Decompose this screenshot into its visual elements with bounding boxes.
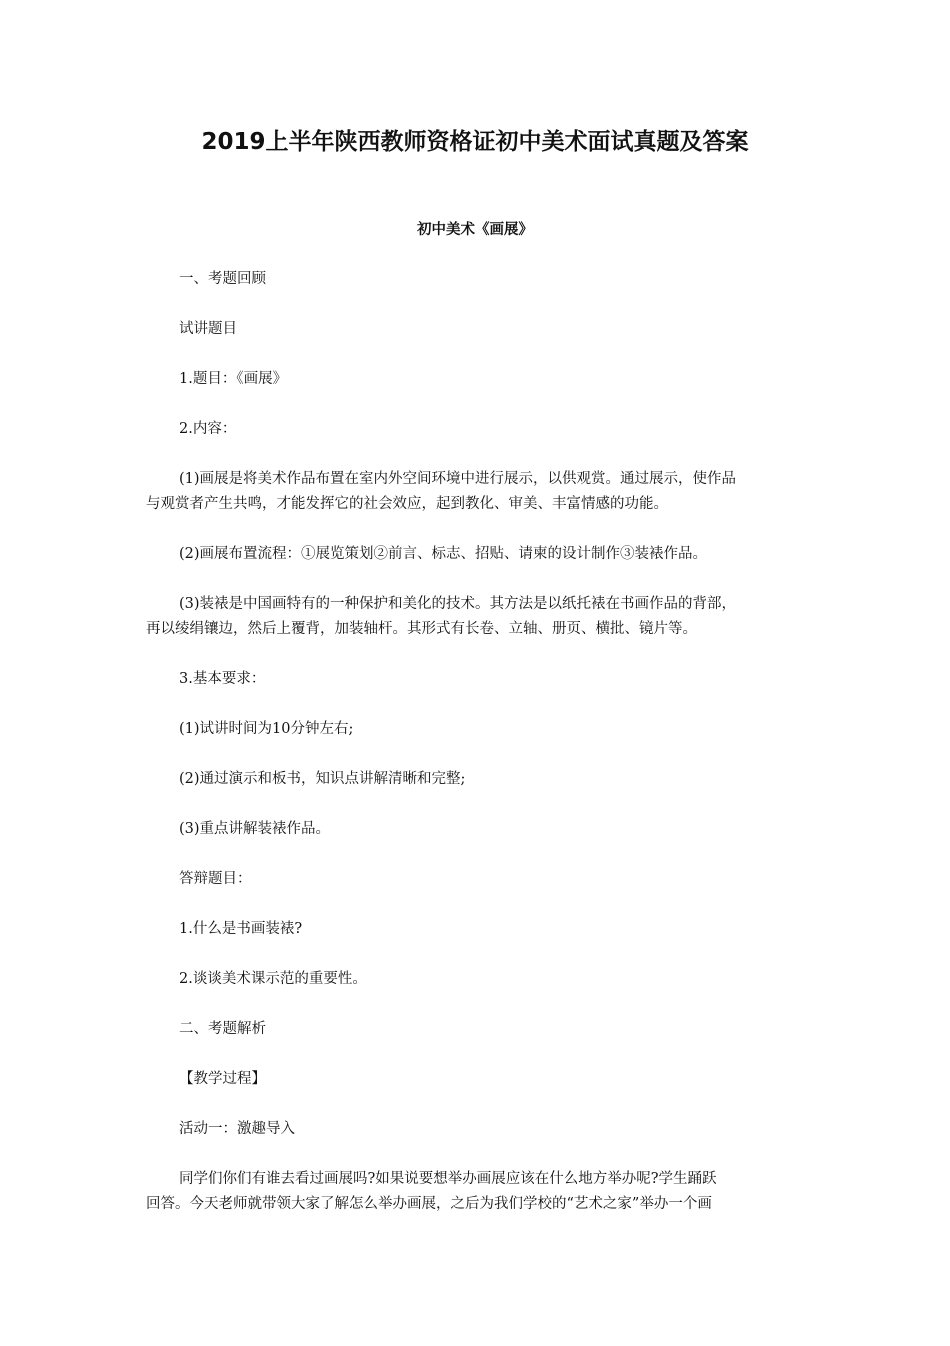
requirements-heading-text: 3.基本要求： — [179, 671, 266, 687]
content-paragraph-3-line-1 — [146, 592, 806, 617]
requirements-heading — [146, 667, 806, 692]
defense-question-2-text: 2.谈谈美术课示范的重要性。 — [179, 971, 367, 987]
lesson-subtitle: 初中美术《画展》 — [417, 222, 533, 238]
defense-question-1-text: 1.什么是书画装裱? — [179, 921, 303, 937]
requirement-1-text: (1)试讲时间为10分钟左右; — [179, 721, 354, 737]
trial-heading-text: 试讲题目 — [179, 321, 237, 337]
activity-1-heading — [146, 1117, 806, 1142]
content-heading — [146, 417, 806, 442]
activity-1-heading-text: 活动一：激趣导入 — [179, 1121, 295, 1137]
activity-1-line-1 — [146, 1167, 806, 1192]
defense-heading-text: 答辩题目： — [179, 871, 252, 887]
content-p2-text: (2)画展布置流程：①展览策划②前言、标志、招贴、请柬的设计制作③装裱作品。 — [179, 546, 708, 562]
content-paragraph-1-line-2: 与观赏者产生共鸣，才能发挥它的社会效应，起到教化、审美、丰富情感的功能。 — [146, 496, 668, 512]
activity-1-paragraph — [146, 1167, 806, 1217]
activity-1-l1-text: 同学们你们有谁去看过画展吗?如果说要想举办画展应该在什么地方举办呢?学生踊跃 — [179, 1171, 717, 1187]
defense-heading — [146, 867, 806, 892]
analysis-heading — [146, 1017, 806, 1042]
requirement-3-text: (3)重点讲解装裱作品。 — [179, 821, 331, 837]
trial-heading — [146, 317, 806, 342]
content-p1-l1-text: (1)画展是将美术作品布置在室内外空间环境中进行展示，以供观赏。通过展示，使作品 — [179, 471, 737, 487]
activity-1-line-2: 回答。今天老师就带领大家了解怎么举办画展，之后为我们学校的“艺术之家”举办一个画 — [146, 1196, 712, 1212]
defense-question-1 — [146, 917, 806, 942]
review-heading — [146, 267, 806, 292]
topic-text: 1.题目：《画展》 — [179, 371, 288, 387]
document-title: 2019上半年陕西教师资格证初中美术面试真题及答案 — [201, 129, 749, 155]
process-heading — [146, 1067, 806, 1092]
analysis-heading-text: 二、考题解析 — [179, 1021, 266, 1037]
requirement-3 — [146, 817, 806, 842]
defense-question-2 — [146, 967, 806, 992]
content-paragraph-2 — [146, 542, 806, 567]
content-paragraph-3-line-2: 再以绫绢镶边，然后上覆背，加装轴杆。其形式有长卷、立轴、册页、横批、镜片等。 — [146, 621, 697, 637]
content-paragraph-3 — [146, 592, 806, 642]
process-heading-text: 【教学过程】 — [179, 1071, 266, 1087]
content-heading-text: 2.内容： — [179, 421, 237, 437]
content-p3-l1-text: (3)装裱是中国画特有的一种保护和美化的技术。其方法是以纸托裱在书画作品的背部， — [179, 596, 737, 612]
content-paragraph-1-line-1 — [146, 467, 806, 492]
review-heading-text: 一、考题回顾 — [179, 271, 266, 287]
content-paragraph-1 — [146, 467, 806, 517]
requirement-1 — [146, 717, 806, 742]
topic-line — [146, 367, 806, 392]
requirement-2 — [146, 767, 806, 792]
requirement-2-text: (2)通过演示和板书，知识点讲解清晰和完整; — [179, 771, 466, 787]
